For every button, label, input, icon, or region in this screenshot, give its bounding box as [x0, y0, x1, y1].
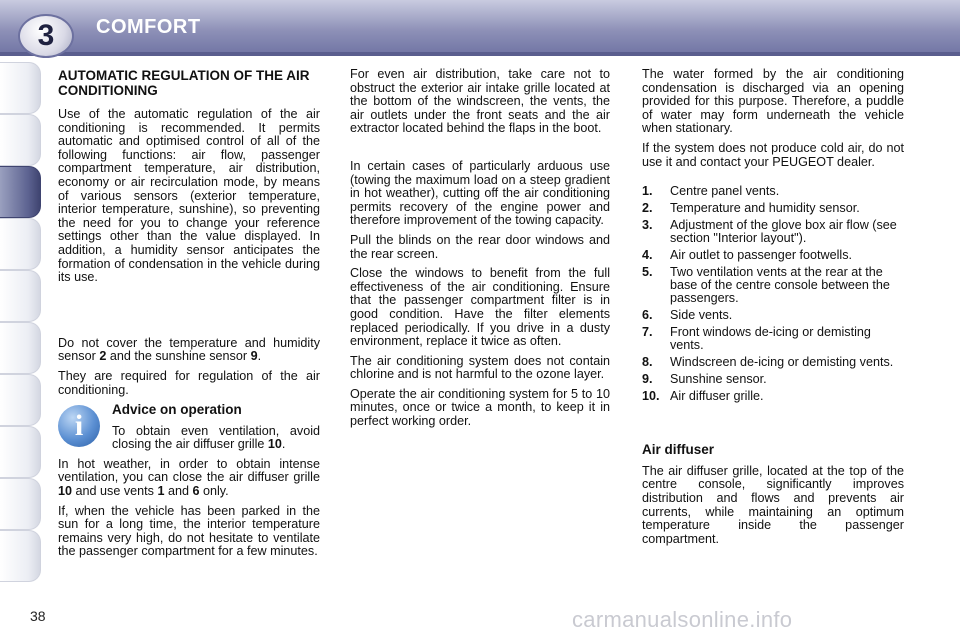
column-right: [642, 68, 904, 552]
chapter-tab-8[interactable]: [0, 426, 41, 478]
legend-item: 9. Sunshine sensor.: [642, 372, 767, 387]
chapter-tab-4[interactable]: [0, 218, 41, 270]
legend-item: 7. Front windows de-icing or demisting vents.: [642, 325, 871, 353]
header-rule: [0, 52, 960, 56]
legend-item: 10. Air diffuser grille.: [642, 389, 764, 404]
legend-item: 3. Adjustment of the glove box air flow (see section "Interior layout").: [642, 218, 897, 246]
intro-paragraph: Use of the automatic regulation of the air conditioning is recommended. It permits automatic and optimised control of all of the following functions: air flow, passenger compartment temperature, air distribution, economy or air recirculation mode, by means of various sensors (exterior temperature, interior temperature, sunshine), so preventing the need for you to change your reference settings other than the value displayed. In addition, a humidity sensor anticipates the formation of condensation in the vehicle during its use.: [58, 107, 320, 285]
condensation-paragraph: The water formed by the air conditioning condensation is discharged via an opening provided for this purpose. Therefore, a puddle of water may form underneath the vehicle when stationary.: [642, 67, 904, 136]
watermark: carmanualsonline.info: [572, 607, 793, 632]
chapter-tab-6[interactable]: [0, 322, 41, 374]
chapter-number-badge: 3: [18, 14, 74, 58]
blinds-paragraph: Pull the blinds on the rear door windows and the rear screen.: [350, 232, 610, 261]
air-diffuser-title: Air diffuser: [642, 442, 715, 458]
legend-item: 8. Windscreen de-icing or demisting vents.: [642, 355, 894, 370]
ozone-paragraph: The air conditioning system does not contain chlorine and is not harmful to the ozone layer.: [350, 353, 610, 382]
hot-weather-paragraph: In hot weather, in order to obtain intense ventilation, you can close the air diffuser grille 10 and use vents 1 and 6 only.: [58, 456, 320, 499]
chapter-tab-2[interactable]: [0, 114, 41, 166]
advice-title: Advice on operation: [112, 402, 242, 418]
page-number: 38: [30, 608, 46, 624]
legend-item: 4. Air outlet to passenger footwells.: [642, 248, 853, 263]
advice-box: [58, 403, 320, 452]
chapter-tab-10[interactable]: [0, 530, 41, 582]
chapter-tabs: [0, 62, 44, 582]
air-diffuser-paragraph: The air diffuser grille, located at the top of the centre console, significantly improves distribution and flows and prevents air currents, while maintaining an optimum temperature inside the passenger compartment.: [642, 463, 904, 546]
column-middle: [350, 68, 610, 435]
sensor-note-paragraph: They are required for regulation of the air conditioning.: [58, 368, 320, 397]
legend-item: 6. Side vents.: [642, 308, 733, 323]
air-distribution-paragraph: For even air distribution, take care not to obstruct the exterior air intake grille located at the bottom of the windscreen, the vents, the air outlets under the front seats and the air extractor located behind the flaps in the boot.: [350, 67, 610, 136]
legend-item: 5. Two ventilation vents at the rear at the base of the centre console between the passengers.: [642, 265, 890, 306]
dealer-paragraph: If the system does not produce cold air, do not use it and contact your PEUGEOT dealer.: [642, 140, 904, 169]
maintenance-paragraph: Operate the air conditioning system for 5 to 10 minutes, once or twice a month, to keep it in perfect working order.: [350, 386, 610, 429]
chapter-tab-3-active[interactable]: [0, 166, 41, 218]
chapter-tab-1[interactable]: [0, 62, 41, 114]
section-title: AUTOMATIC REGULATION OF THE AIR CONDITIONING: [58, 68, 310, 98]
chapter-tab-7[interactable]: [0, 374, 41, 426]
chapter-tab-9[interactable]: [0, 478, 41, 530]
info-icon: i: [58, 405, 100, 447]
legend-item: 1. Centre panel vents.: [642, 184, 780, 199]
advice-paragraph: To obtain even ventilation, avoid closing the air diffuser grille 10.: [112, 423, 320, 452]
chapter-title: COMFORT: [96, 16, 201, 38]
column-left: [58, 68, 320, 565]
windows-filter-paragraph: Close the windows to benefit from the full effectiveness of the air conditioning. Ensure that the passenger compartment filter is in good condition. Have the filter elements replaced periodically. If you drive in a dusty environment, replace it twice as often.: [350, 266, 610, 349]
legend-item: 2. Temperature and humidity sensor.: [642, 201, 860, 216]
vent-legend-list: [642, 185, 904, 403]
chapter-tab-5[interactable]: [0, 270, 41, 322]
sensor-warning-paragraph: Do not cover the temperature and humidity sensor 2 and the sunshine sensor 9.: [58, 335, 320, 364]
arduous-use-paragraph: In certain cases of particularly arduous use (towing the maximum load on a steep gradient in hot weather), cutting off the air conditioning permits recovery of the engine power and therefore improvement of the towing capacity.: [350, 158, 610, 228]
parked-sun-paragraph: If, when the vehicle has been parked in the sun for a long time, the interior temperature remains very high, do not hesitate to ventilate the passenger compartment for a few minutes.: [58, 503, 320, 559]
